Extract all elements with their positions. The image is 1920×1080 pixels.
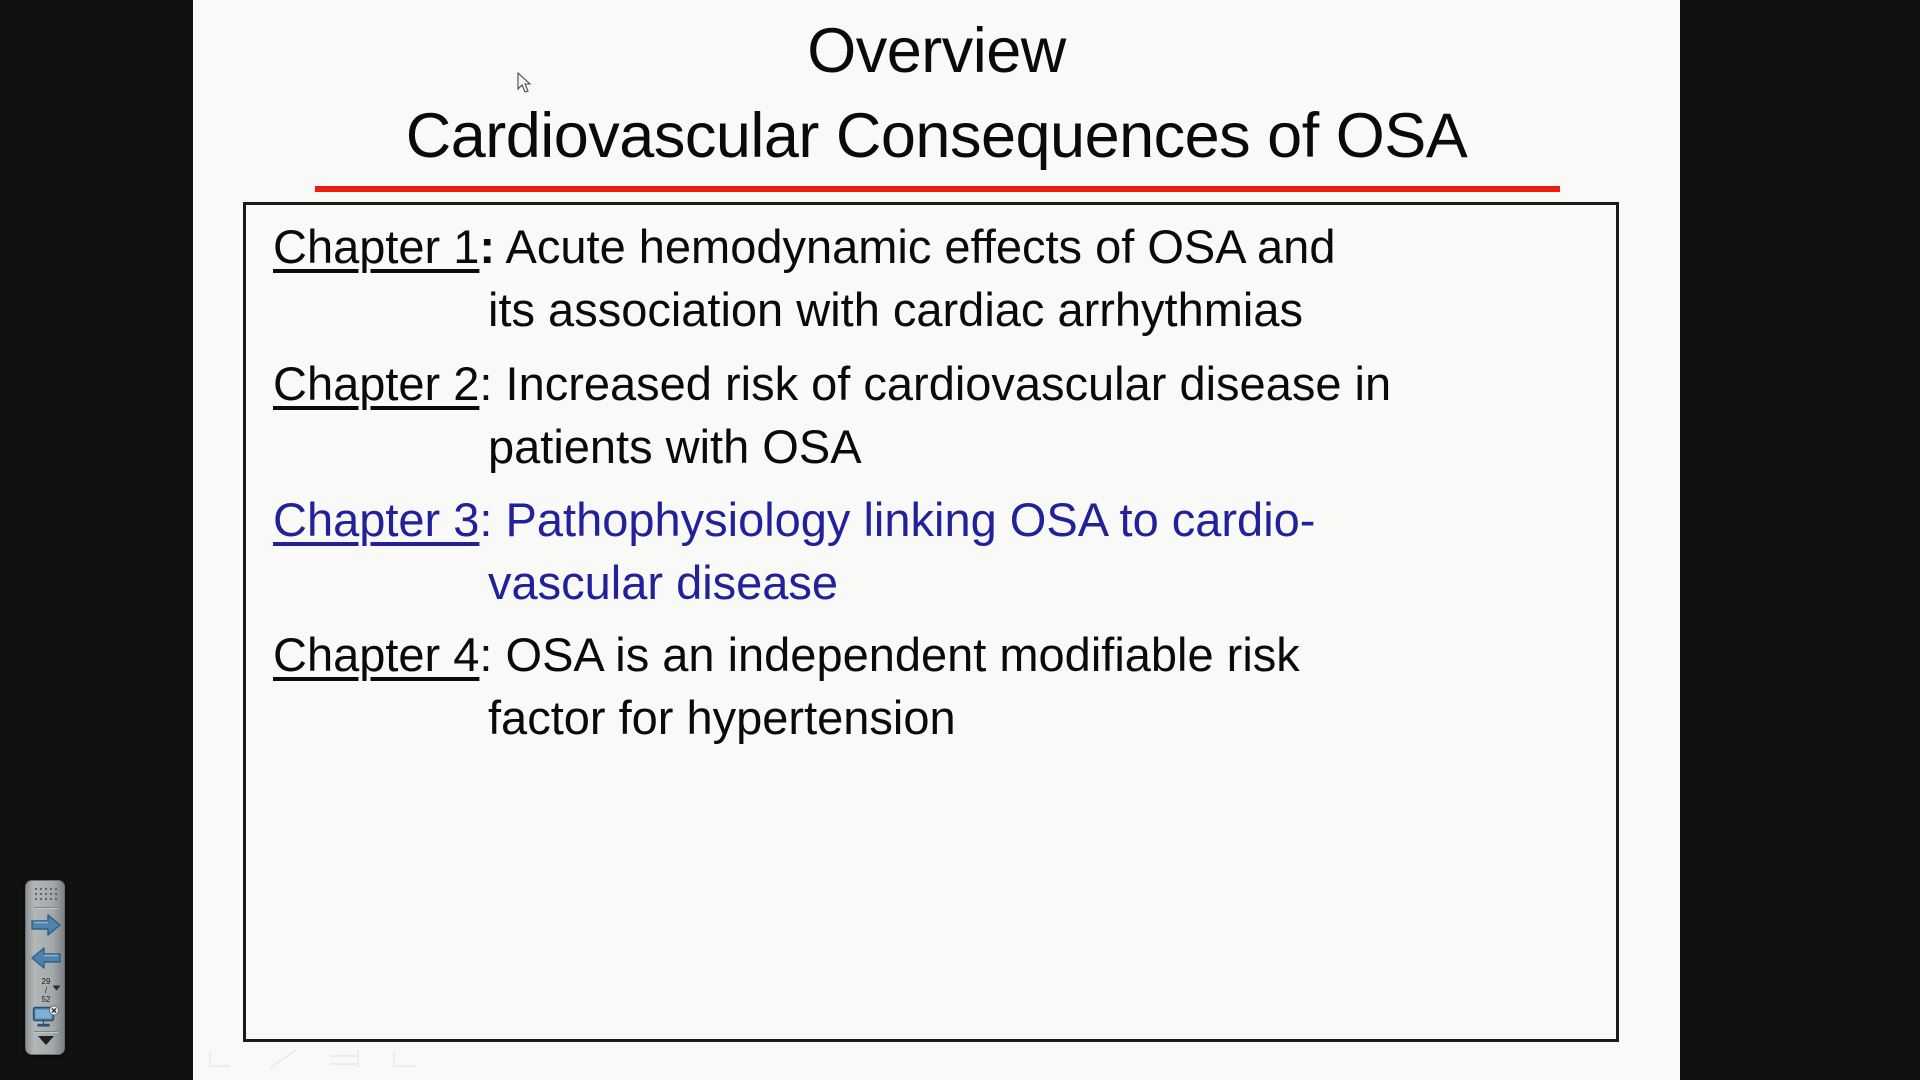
page-indicator[interactable] [26,977,66,1005]
chevron-down-icon[interactable] [37,1034,55,1046]
chapter-entry-4-text-1: OSA is an independent modifiable risk [492,628,1300,681]
page-separator: / [44,986,48,995]
chapter-entry-4-text-2: factor for hypertension [488,691,956,744]
chapter-entry-1-line-1 [273,215,1603,278]
current-page-number: 29 [41,977,51,986]
chapter-entry-1-colon: : [479,220,496,273]
slide-footer-decoration [208,1048,508,1074]
chapter-entry-2-text-2: patients with OSA [488,420,862,473]
chapter-entry-1 [273,215,1603,341]
chapter-entry-4-colon: : [479,628,493,681]
chapter-entry-2-line-2 [273,415,1603,478]
chapter-entry-2-colon: : [479,357,493,410]
drag-grip-icon[interactable] [26,886,66,904]
end-presentation-button[interactable] [26,1005,66,1031]
chapter-entry-3-text-1: Pathophysiology linking OSA to cardio- [492,493,1316,546]
chapter-entry-3-colon: : [479,493,493,546]
previous-slide-button[interactable] [26,945,66,975]
total-page-number: 52 [41,995,51,1004]
chapter-entry-3-text-2: vascular disease [488,556,839,609]
chapter-entry-4 [273,623,1603,749]
chapter-entry-1-line-2 [273,278,1603,341]
chapter-entry-2-label: Chapter 2 [273,357,480,410]
chapter-entry-3-line-2 [273,551,1603,614]
chapter-entry-4-line-2 [273,686,1603,749]
slide-title [193,8,1680,171]
chapter-entry-3-label: Chapter 3 [273,493,480,546]
chapter-entry-4-line-1 [273,623,1603,686]
chapter-list-box [243,202,1619,1042]
slide-canvas[interactable] [193,0,1680,1080]
chapter-entry-3 [273,488,1603,614]
toolbar-more-button[interactable] [26,1033,66,1053]
title-line-primary: Overview [807,16,1066,86]
toolbar-separator-top [34,907,58,909]
presentation-toolbar[interactable] [25,880,65,1055]
chapter-entry-4-label: Chapter 4 [273,628,480,681]
chapter-entry-3-line-1 [273,488,1603,551]
chapter-entry-1-text-1: Acute hemodynamic effects of OSA and [495,220,1336,273]
chapter-entry-1-label: Chapter 1 [273,220,480,273]
chapter-entry-1-text-2: its association with cardiac arrhythmias [488,283,1303,336]
title-underline-rule [315,186,1560,192]
chapter-entry-2-line-1 [273,352,1603,415]
chapter-entry-2 [273,352,1603,478]
title-line-secondary: Cardiovascular Consequences of OSA [405,101,1468,171]
chevron-down-icon[interactable] [52,985,61,991]
next-slide-button[interactable] [26,912,66,942]
chapter-entry-2-text-1: Increased risk of cardiovascular disease in [492,357,1392,410]
